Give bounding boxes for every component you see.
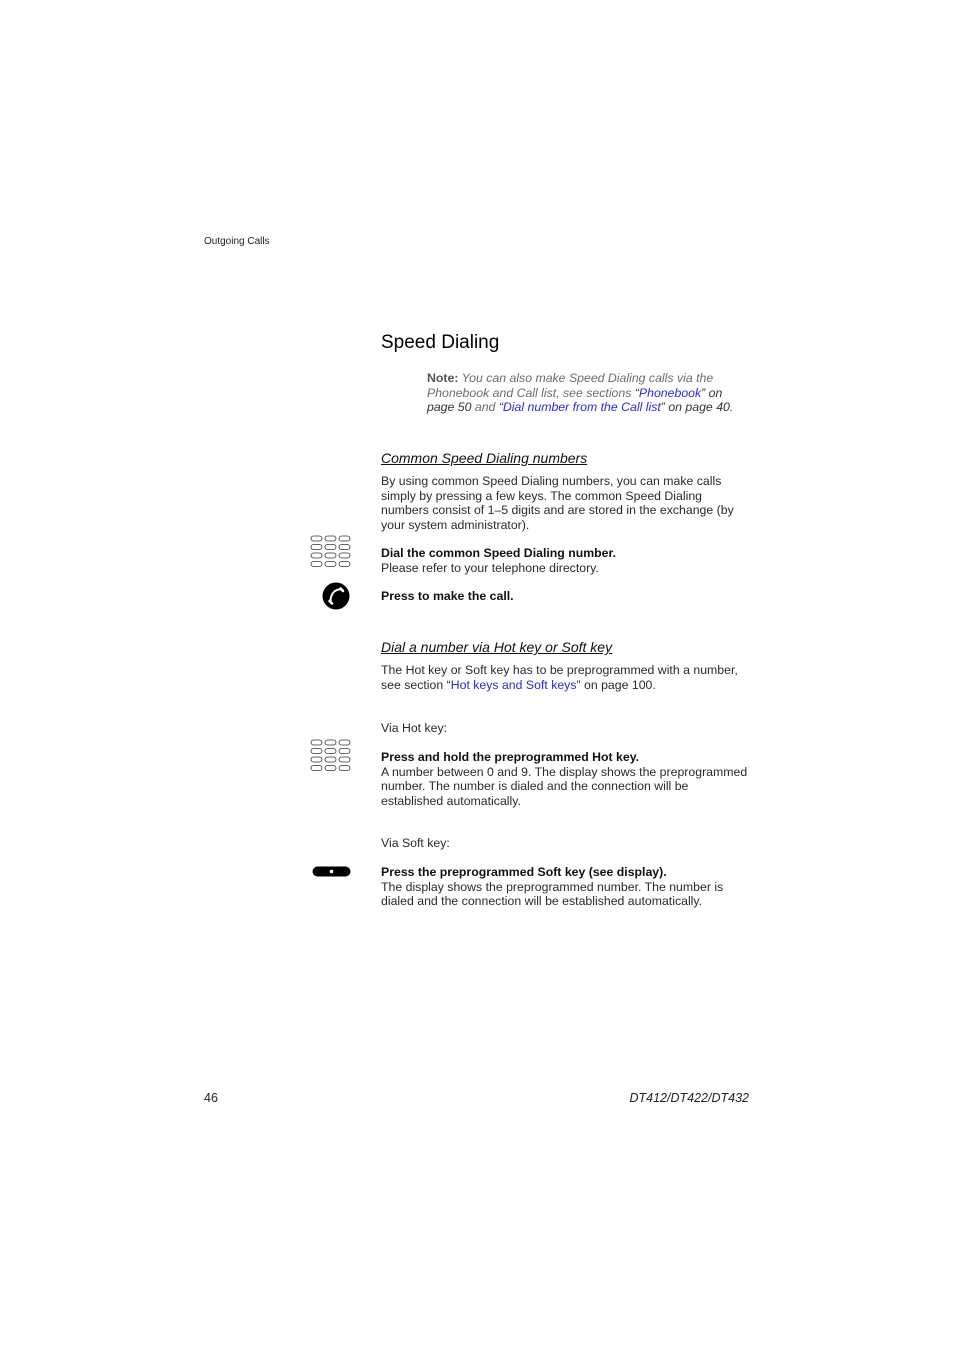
step-text: Please refer to your telephone directory. [381,560,599,575]
note-text: and [471,400,499,415]
call-list-link[interactable]: Dial number from the Call list [502,400,661,415]
step-title: Press the preprogrammed Soft key (see display). [381,865,667,879]
section2-intro [381,663,753,692]
step-dial-speed-number [381,546,753,575]
section-heading-common: Common Speed Dialing numbers [381,450,588,466]
page-title: Speed Dialing [381,332,500,353]
note-label: Note: [427,371,459,385]
model-name: DT412/DT422/DT432 [629,1091,749,1105]
note [427,371,747,415]
quote: “ [634,385,639,400]
call-handset-icon [322,582,350,610]
step-text: The display shows the preprogrammed number. The number is dialed and the connection will be established automatically. [381,879,724,909]
soft-key-icon [312,866,351,877]
running-header: Outgoing Calls [204,236,270,247]
step-title: Press and hold the preprogrammed Hot key. [381,750,640,764]
step-hot-key [381,750,753,808]
step-title: Dial the common Speed Dialing number. [381,546,617,560]
note-text: You can also make Speed Dialing calls via the Phonebook and Call list, see sections [427,371,714,400]
page-number: 46 [204,1091,218,1105]
quote: ” [660,400,665,415]
keypad-icon [310,535,352,569]
step-make-call [381,589,753,604]
quote: ” [701,385,706,400]
hot-soft-keys-link[interactable]: Hot keys and Soft keys [450,677,577,692]
step-title: Press to make the call. [381,589,514,603]
quote: “ [498,400,503,415]
intro-text: The Hot key or Soft key has to be preprogrammed with a number, see section “ [381,663,738,692]
section-heading-hot-soft: Dial a number via Hot key or Soft key [381,639,613,655]
intro-text: ” on page 100. [576,677,656,692]
note-text: on page 40. [664,400,734,415]
phonebook-link[interactable]: Phonebook [638,385,702,400]
step-text: A number between 0 and 9. The display shows the preprogrammed number. The number is dialed and the connection will be established automatically. [381,764,748,808]
section1-intro: By using common Speed Dialing numbers, you can make calls simply by pressing a few keys. The common Speed Dialing numbers consist of 1–5 digits and are stored in the exchange (by your system administrator). [381,474,734,532]
keypad-icon [310,739,352,773]
step-soft-key [381,865,753,909]
via-soft-key-label: Via Soft key: [381,836,450,850]
note-text: on page 50 [427,385,723,415]
via-hot-key-label: Via Hot key: [381,721,448,735]
